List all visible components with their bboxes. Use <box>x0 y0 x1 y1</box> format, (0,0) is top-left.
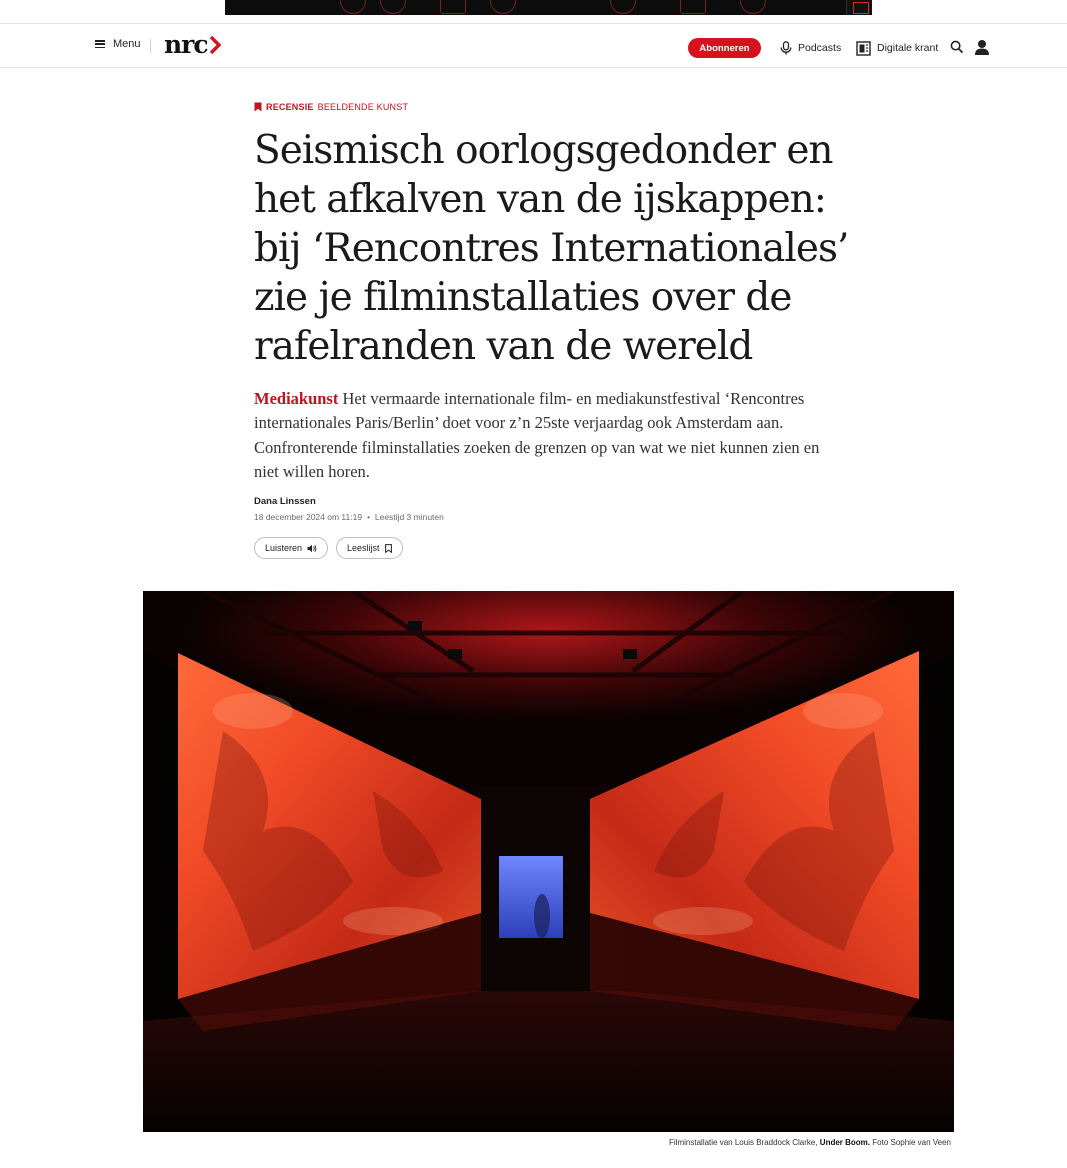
meta-separator: • <box>367 512 370 522</box>
article <box>254 102 854 559</box>
search-button[interactable] <box>950 39 966 57</box>
article-kicker <box>254 102 854 112</box>
article-headline: Seismisch oorlogsgedonder en het afkalven van de ijskappen: bij ‘Rencontres Internationales’ zie je filminstallaties over de rafelranden van de wereld <box>254 128 849 369</box>
ad-decoration <box>680 0 706 14</box>
ad-decoration <box>610 0 636 14</box>
search-icon <box>950 39 964 55</box>
publish-date: 18 december 2024 om 11:19 <box>254 512 363 523</box>
ad-banner[interactable] <box>225 0 872 15</box>
menu-label: Menu <box>113 38 141 50</box>
hero-image <box>143 591 954 1132</box>
ad-close-button[interactable] <box>846 0 872 15</box>
nrc-logo[interactable] <box>164 30 221 60</box>
installation-photo <box>143 591 954 1132</box>
author-name[interactable]: Dana Linssen <box>254 496 316 508</box>
account-button[interactable] <box>974 39 990 57</box>
podcasts-link[interactable] <box>780 38 841 58</box>
intro-tag: Mediakunst <box>254 389 339 408</box>
digital-paper-link[interactable] <box>856 38 938 58</box>
microphone-icon <box>780 41 792 55</box>
menu-button[interactable] <box>95 38 141 50</box>
article-actions <box>254 537 854 559</box>
site-header <box>0 23 1067 68</box>
podcasts-label: Podcasts <box>798 42 842 54</box>
image-caption <box>143 1138 951 1147</box>
user-icon <box>974 39 990 56</box>
bookmark-icon <box>254 102 262 112</box>
ad-decoration <box>740 0 766 14</box>
ad-decoration <box>440 0 466 14</box>
digital-paper-label: Digitale krant <box>877 42 939 54</box>
intro-text: Het vermaarde internationale film- en mediakunstfestival ‘Rencontres internationales Paris/Berlin’ doet voor z’n 25ste verjaardag ook Amsterdam aan. Confronterende filminstallaties zoeken de grenzen op van wat we niet kunnen zien en niet willen horen. <box>254 389 820 481</box>
reading-list-label: Leeslijst <box>347 543 380 554</box>
subscribe-button[interactable]: Abonneren <box>688 38 761 58</box>
logo-text: nrc <box>164 30 208 59</box>
caption-title: Under Boom. <box>819 1138 871 1147</box>
article-type[interactable]: RECENSIE <box>266 102 314 112</box>
article-meta <box>254 512 854 522</box>
ad-decoration <box>490 0 516 14</box>
header-divider <box>150 39 151 53</box>
article-intro <box>254 387 844 484</box>
reading-time: Leestijd 3 minuten <box>374 512 444 523</box>
ad-decoration <box>340 0 366 14</box>
newspaper-icon <box>856 41 871 56</box>
logo-chevron-icon <box>209 36 221 54</box>
article-category[interactable]: BEELDENDE KUNST <box>317 102 409 112</box>
speaker-icon <box>307 544 317 553</box>
caption-credit: Foto Sophie van Veen <box>872 1138 951 1147</box>
listen-label: Luisteren <box>265 543 303 554</box>
menu-icon <box>95 40 105 48</box>
reading-list-button[interactable] <box>336 537 403 559</box>
bookmark-icon <box>385 544 392 553</box>
caption-prefix: Filminstallatie van Louis Braddock Clarke, <box>669 1138 818 1147</box>
ad-decoration <box>380 0 406 14</box>
listen-button[interactable] <box>254 537 328 559</box>
